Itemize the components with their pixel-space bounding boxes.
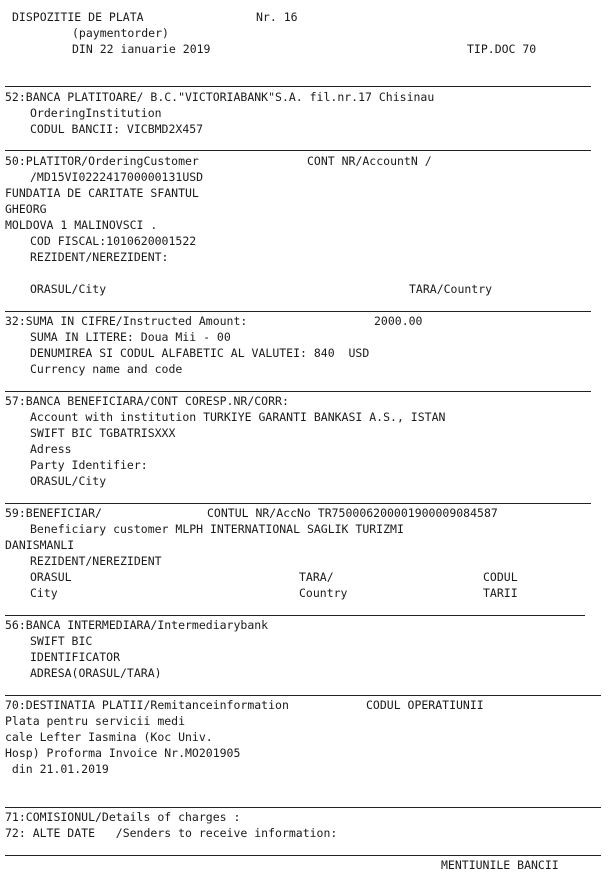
payer-account: /MD15VI022241700000131USD [30,170,204,184]
intermediary-bank-label: 56:BANCA INTERMEDIARA/Intermediarybank [5,618,269,632]
other-data: 72: ALTE DATE /Senders to receive information: [5,826,338,840]
intermediary-identifier: IDENTIFICATOR [30,650,121,664]
adress-label: Adress [30,442,72,456]
payment-purpose-line: Hosp) Proforma Invoice Nr.MO201905 [5,746,241,760]
divider [5,695,601,696]
beneficiary-name: Beneficiary customer MLPH INTERNATIONAL SAGLIK TURIZMI [30,522,404,536]
beneficiary-label: 59:BENEFICIAR/ [5,506,102,520]
beneficiary-country-label: TARA/ [299,570,334,584]
beneficiary-city-label: ORASUL [30,570,72,584]
account-label: CONT NR/AccountN / [307,154,432,168]
divider [5,86,591,87]
divider [5,311,591,312]
intermediary-address: ADRESA(ORASUL/TARA) [30,666,162,680]
bank-code: CODUL BANCII: VICBMD2X457 [30,122,204,136]
city-label: ORASUL/City [30,282,107,296]
divider [5,503,591,504]
doc-date: DIN 22 ianuarie 2019 [72,42,211,56]
beneficiary-code-label: CODUL [483,570,518,584]
beneficiary-bank-name: Account with institution TURKIYE GARANTI BANKASI A.S., ISTAN [30,410,446,424]
amount-value: 2000.00 [374,314,423,328]
divider [5,391,591,392]
bank-mentions: MENTIUNILE BANCII [441,858,559,872]
beneficiary-name-cont: DANISMANLI [5,538,75,552]
payer-name-cont: GHEORG [5,202,47,216]
divider [5,615,585,616]
divider [5,855,601,856]
doc-type: TIP.DOC 70 [467,42,537,56]
payment-purpose-line: din 21.01.2019 [5,762,109,776]
divider [5,807,601,808]
ordering-bank-line: 52:BANCA PLATITOARE/ B.C."VICTORIABANK"S.A. fil.nr.17 Chisinau [5,90,435,104]
beneficiary-code-en: TARII [483,586,518,600]
beneficiary-account: CONTUL NR/AccNo TR750006200001900009084587 [207,506,498,520]
payer-label: 50:PLATITOR/OrderingCustomer [5,154,199,168]
divider [5,150,591,151]
doc-number: Nr. 16 [256,10,298,24]
operation-code-label: CODUL OPERATIUNII [366,698,484,712]
party-identifier: Party Identifier: [30,458,148,472]
doc-title: DISPOZITIE DE PLATA [12,10,144,24]
country-label: TARA/Country [409,282,493,296]
payer-name: FUNDATIA DE CARITATE SFANTUL [5,186,199,200]
swift-bic: SWIFT BIC TGBATRISXXX [30,426,176,440]
intermediary-swift: SWIFT BIC [30,634,93,648]
bank-city-label: ORASUL/City [30,474,107,488]
payer-address: MOLDOVA 1 MALINOVSCI . [5,218,158,232]
beneficiary-resident: REZIDENT/NEREZIDENT [30,554,162,568]
currency-label: Currency name and code [30,362,183,376]
charges-details: 71:COMISIONUL/Details of charges : [5,810,241,824]
beneficiary-city-en: City [30,586,58,600]
resident-label: REZIDENT/NEREZIDENT: [30,250,169,264]
ordering-institution-label: OrderingInstitution [30,106,162,120]
payment-purpose-line: cale Lefter Iasmina (Koc Univ. [5,730,213,744]
amount-label: 32:SUMA IN CIFRE/Instructed Amount: [5,314,248,328]
amount-in-words: SUMA IN LITERE: Doua Mii - 00 [30,330,231,344]
beneficiary-bank-label: 57:BANCA BENEFICIARA/CONT CORESP.NR/CORR: [5,394,289,408]
fiscal-code: COD FISCAL:1010620001522 [30,234,197,248]
payment-purpose-label: 70:DESTINATIA PLATII/Remitanceinformation [5,698,289,712]
doc-subtitle: (paymentorder) [72,26,169,40]
beneficiary-country-en: Country [299,586,348,600]
payment-purpose-line: Plata pentru servicii medi [5,714,186,728]
currency-code: DENUMIREA SI CODUL ALFABETIC AL VALUTEI: 840 USD [30,346,370,360]
